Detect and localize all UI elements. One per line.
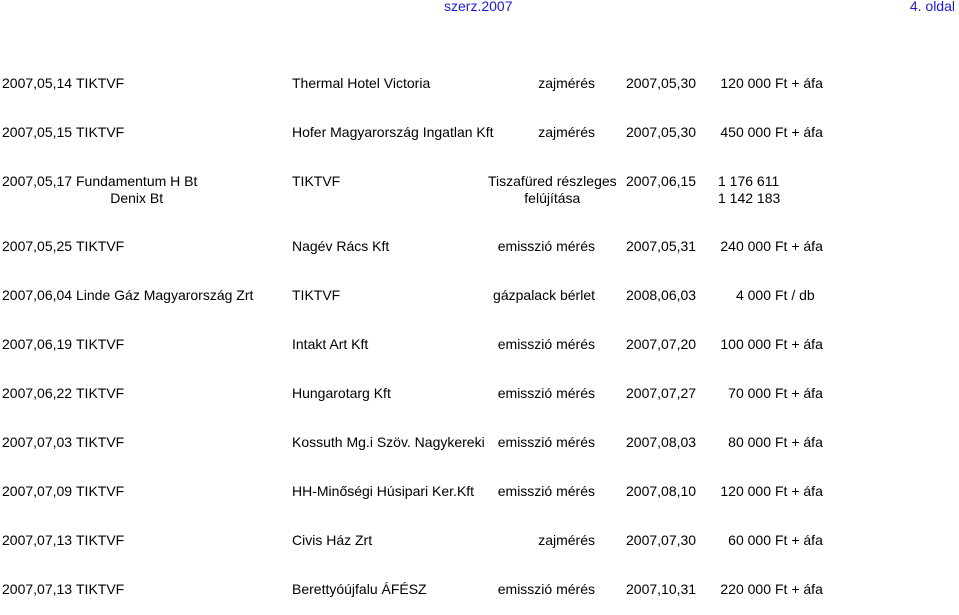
deadline-cell [626, 173, 696, 190]
partner-cell [292, 483, 474, 500]
client-cell-line: TIKTVF [76, 483, 125, 499]
client-cell-line: TIKTVF [76, 238, 125, 254]
amount-value: 70 000 [728, 385, 771, 401]
amount-value: 60 000 [728, 532, 771, 548]
partner-cell-line: TIKTVF [292, 173, 341, 189]
date-cell [2, 336, 72, 353]
amount-cell [698, 385, 823, 402]
partner-cell-line: Nagév Rács Kft [292, 238, 390, 254]
date-cell [2, 385, 72, 402]
partner-cell-line: Hungarotarg Kft [292, 385, 391, 401]
amount-unit: Ft + áfa [775, 581, 823, 597]
client-cell-line: TIKTVF [76, 124, 125, 140]
amount-unit: Ft + áfa [775, 124, 823, 140]
header-page-number: 4. oldal [909, 0, 955, 14]
date-cell-line: 2007,06,19 [2, 336, 73, 352]
task-cell [498, 581, 595, 598]
amount-cell [718, 173, 780, 207]
task-cell-line: emisszió mérés [497, 385, 595, 401]
date-cell-line: 2007,06,22 [2, 385, 73, 401]
deadline-cell-line: 2007,07,30 [626, 532, 697, 548]
partner-cell [292, 173, 340, 190]
partner-cell [292, 434, 485, 451]
partner-cell-line: Hofer Magyarország Ingatlan Kft [292, 124, 494, 140]
client-cell-line: TIKTVF [76, 75, 125, 91]
deadline-cell [626, 336, 696, 353]
amount-value: 450 000 [720, 124, 771, 140]
deadline-cell [626, 385, 696, 402]
task-cell-line: emisszió mérés [497, 238, 595, 254]
task-cell [493, 287, 595, 304]
client-cell-line: Fundamentum H Bt [76, 173, 198, 189]
deadline-cell-line: 2007,07,27 [626, 385, 697, 401]
deadline-cell-line: 2007,08,03 [626, 434, 697, 450]
table-row [0, 385, 959, 419]
amount-cell [698, 124, 823, 141]
amount-value: 220 000 [720, 581, 771, 597]
date-cell [2, 483, 72, 500]
date-cell-line: 2007,07,13 [2, 581, 73, 597]
table-row [0, 483, 959, 517]
task-cell [498, 483, 595, 500]
table-row [0, 532, 959, 566]
header-left-label: szerz.2007 [444, 0, 513, 14]
amount-value: 4 000 [735, 287, 771, 303]
task-cell [498, 238, 595, 255]
deadline-cell [626, 581, 696, 598]
partner-cell-line: Berettyóújfalu ÁFÉSZ [292, 581, 427, 597]
date-cell-line: 2007,07,03 [2, 434, 73, 450]
amount-unit: Ft + áfa [775, 483, 823, 499]
task-cell-line: zajmérés [538, 75, 595, 91]
deadline-cell-line: 2008,06,03 [626, 287, 697, 303]
partner-cell [292, 532, 372, 549]
amount-cell [698, 434, 823, 451]
client-cell [76, 238, 124, 255]
client-cell-line: TIKTVF [76, 336, 125, 352]
task-cell-line: emisszió mérés [497, 336, 595, 352]
task-cell-line: gázpalack bérlet [493, 287, 595, 303]
amount-value: 240 000 [720, 238, 771, 254]
deadline-cell [626, 238, 696, 255]
deadline-cell [626, 434, 696, 451]
deadline-cell-line: 2007,08,10 [626, 483, 697, 499]
amount-cell-line: 1 142 183 [718, 190, 781, 206]
amount-cell [698, 483, 823, 500]
deadline-cell [626, 287, 696, 304]
date-cell [2, 532, 72, 549]
partner-cell [292, 287, 340, 304]
amount-unit: Ft / db [775, 287, 815, 303]
amount-unit: Ft + áfa [775, 385, 823, 401]
date-cell [2, 434, 72, 451]
table-row [0, 75, 959, 109]
amount-cell [698, 532, 823, 549]
client-cell [76, 287, 253, 304]
amount-cell [698, 238, 823, 255]
date-cell-line: 2007,06,04 [2, 287, 73, 303]
client-cell [76, 581, 124, 598]
deadline-cell-line: 2007,06,15 [626, 173, 697, 189]
deadline-cell-line: 2007,07,20 [626, 336, 697, 352]
client-cell-line: TIKTVF [76, 385, 125, 401]
task-cell [538, 532, 595, 549]
date-cell [2, 75, 72, 92]
date-cell-line: 2007,05,15 [2, 124, 73, 140]
task-cell [538, 75, 595, 92]
date-cell [2, 581, 72, 598]
date-cell [2, 173, 72, 190]
partner-cell-line: TIKTVF [292, 287, 341, 303]
task-cell-line: emisszió mérés [497, 581, 595, 597]
partner-cell [292, 75, 430, 92]
table-row [0, 287, 959, 321]
amount-unit: Ft + áfa [775, 75, 823, 91]
amount-value: 80 000 [728, 434, 771, 450]
deadline-cell-line: 2007,05,30 [626, 124, 697, 140]
amount-value: 120 000 [720, 75, 771, 91]
deadline-cell [626, 483, 696, 500]
amount-cell [698, 75, 823, 92]
deadline-cell [626, 124, 696, 141]
partner-cell-line: Intakt Art Kft [292, 336, 369, 352]
task-cell [498, 434, 595, 451]
partner-cell-line: Thermal Hotel Victoria [292, 75, 431, 91]
partner-cell [292, 581, 427, 598]
table-row [0, 238, 959, 272]
table-row [0, 336, 959, 370]
date-cell [2, 287, 72, 304]
date-cell-line: 2007,05,14 [2, 75, 73, 91]
task-cell [538, 124, 595, 141]
table-row [0, 434, 959, 468]
task-cell-line: zajmérés [538, 124, 595, 140]
partner-cell [292, 124, 494, 141]
partner-cell [292, 336, 368, 353]
deadline-cell [626, 532, 696, 549]
date-cell-line: 2007,07,13 [2, 532, 73, 548]
client-cell [76, 434, 124, 451]
client-cell-line: Linde Gáz Magyarország Zrt [76, 287, 254, 303]
amount-unit: Ft + áfa [775, 434, 823, 450]
amount-cell-line: 1 176 611 [718, 173, 780, 189]
amount-unit: Ft + áfa [775, 532, 823, 548]
task-cell-line: felújítása [524, 190, 581, 206]
table-row [0, 581, 959, 615]
task-cell-line: emisszió mérés [497, 434, 595, 450]
date-cell-line: 2007,05,17 [2, 173, 73, 189]
client-cell [76, 75, 124, 92]
client-cell-line: TIKTVF [76, 581, 125, 597]
amount-value: 120 000 [720, 483, 771, 499]
client-cell [76, 483, 124, 500]
task-cell [498, 385, 595, 402]
client-cell-line: Denix Bt [110, 190, 164, 206]
partner-cell [292, 385, 391, 402]
task-cell-line: emisszió mérés [497, 483, 595, 499]
amount-unit: Ft + áfa [775, 238, 823, 254]
task-cell-line: Tiszafüred részleges [488, 173, 617, 189]
partner-cell-line: Kossuth Mg.i Szöv. Nagykereki [292, 434, 485, 450]
amount-value: 100 000 [720, 336, 771, 352]
table-row [0, 124, 959, 158]
partner-cell-line: HH-Minőségi Húsipari Ker.Kft [292, 483, 475, 499]
task-cell-line: zajmérés [538, 532, 595, 548]
deadline-cell [626, 75, 696, 92]
date-cell [2, 238, 72, 255]
client-cell [76, 532, 124, 549]
date-cell-line: 2007,07,09 [2, 483, 73, 499]
amount-cell [698, 336, 823, 353]
table-row [0, 173, 959, 209]
client-cell [76, 124, 124, 141]
client-cell [76, 173, 197, 207]
client-cell-line: TIKTVF [76, 434, 125, 450]
deadline-cell-line: 2007,05,30 [626, 75, 697, 91]
task-cell [488, 173, 617, 207]
date-cell-line: 2007,05,25 [2, 238, 73, 254]
date-cell [2, 124, 72, 141]
partner-cell [292, 238, 389, 255]
amount-unit: Ft + áfa [775, 336, 823, 352]
deadline-cell-line: 2007,05,31 [626, 238, 697, 254]
partner-cell-line: Civis Ház Zrt [292, 532, 373, 548]
task-cell [498, 336, 595, 353]
client-cell [76, 336, 124, 353]
amount-cell [698, 287, 815, 304]
amount-cell [698, 581, 823, 598]
client-cell-line: TIKTVF [76, 532, 125, 548]
deadline-cell-line: 2007,10,31 [626, 581, 697, 597]
client-cell [76, 385, 124, 402]
